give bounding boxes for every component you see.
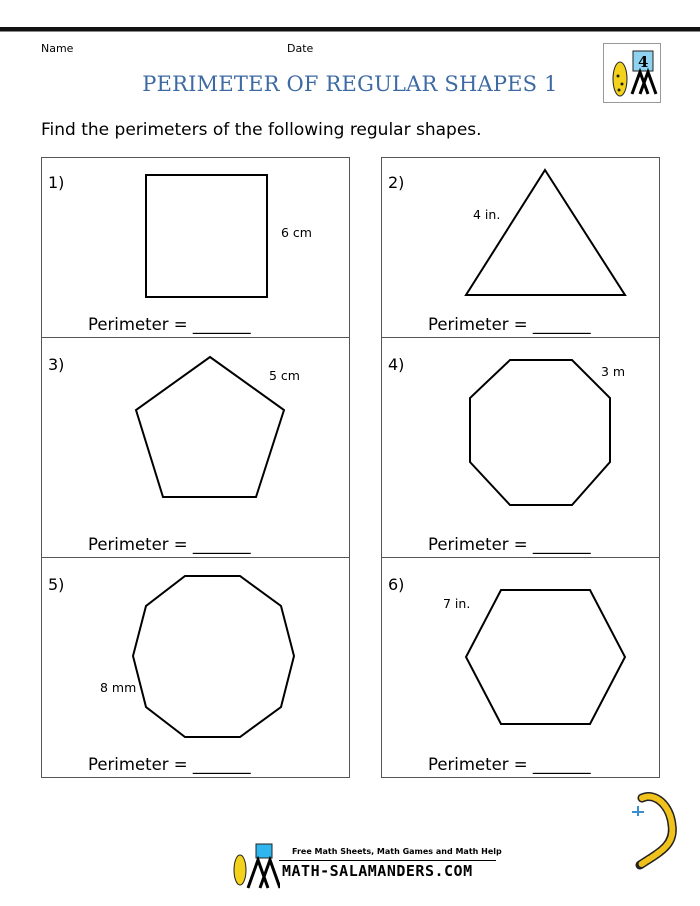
- measurement-label: 4 in.: [473, 207, 501, 222]
- measurement-label: 8 mm: [100, 680, 137, 695]
- problem-number: 6): [388, 575, 405, 594]
- triangle-shape: [466, 170, 625, 295]
- perimeter-answer: Perimeter = _______: [428, 755, 591, 774]
- date-label: Date: [287, 42, 314, 55]
- instructions: Find the perimeters of the following regular shapes.: [41, 120, 482, 140]
- perimeter-answer: Perimeter = _______: [428, 315, 591, 334]
- perimeter-answer: Perimeter = _______: [88, 535, 251, 554]
- measurement-label: 6 cm: [281, 225, 312, 240]
- pentagon-shape: [136, 357, 284, 497]
- hexagon-shape: [466, 590, 625, 724]
- page-title: PERIMETER OF REGULAR SHAPES 1: [142, 72, 558, 96]
- problem-number: 1): [48, 173, 65, 192]
- decagon-shape: [133, 576, 294, 737]
- measurement-label: 5 cm: [269, 368, 300, 383]
- measurement-label: 3 m: [601, 364, 626, 379]
- problem-number: 4): [388, 355, 405, 374]
- square-shape: [146, 175, 267, 297]
- salamander-icon: [630, 790, 690, 870]
- problem-number: 5): [48, 575, 65, 594]
- footer-tagline: Free Math Sheets, Math Games and Math Help: [292, 847, 502, 856]
- footer-logo-icon: [228, 842, 280, 890]
- perimeter-answer: Perimeter = _______: [88, 315, 251, 334]
- problem-number: 2): [388, 173, 405, 192]
- octagon-shape: [470, 360, 610, 505]
- footer-site-link[interactable]: MATH-SALAMANDERS.COM: [282, 862, 473, 880]
- perimeter-answer: Perimeter = _______: [428, 535, 591, 554]
- problem-number: 3): [48, 355, 65, 374]
- grade-number: 4: [638, 53, 649, 71]
- perimeter-answer: Perimeter = _______: [88, 755, 251, 774]
- measurement-label: 7 in.: [443, 596, 471, 611]
- footer-rule: [279, 860, 496, 861]
- name-label: Name: [41, 42, 74, 55]
